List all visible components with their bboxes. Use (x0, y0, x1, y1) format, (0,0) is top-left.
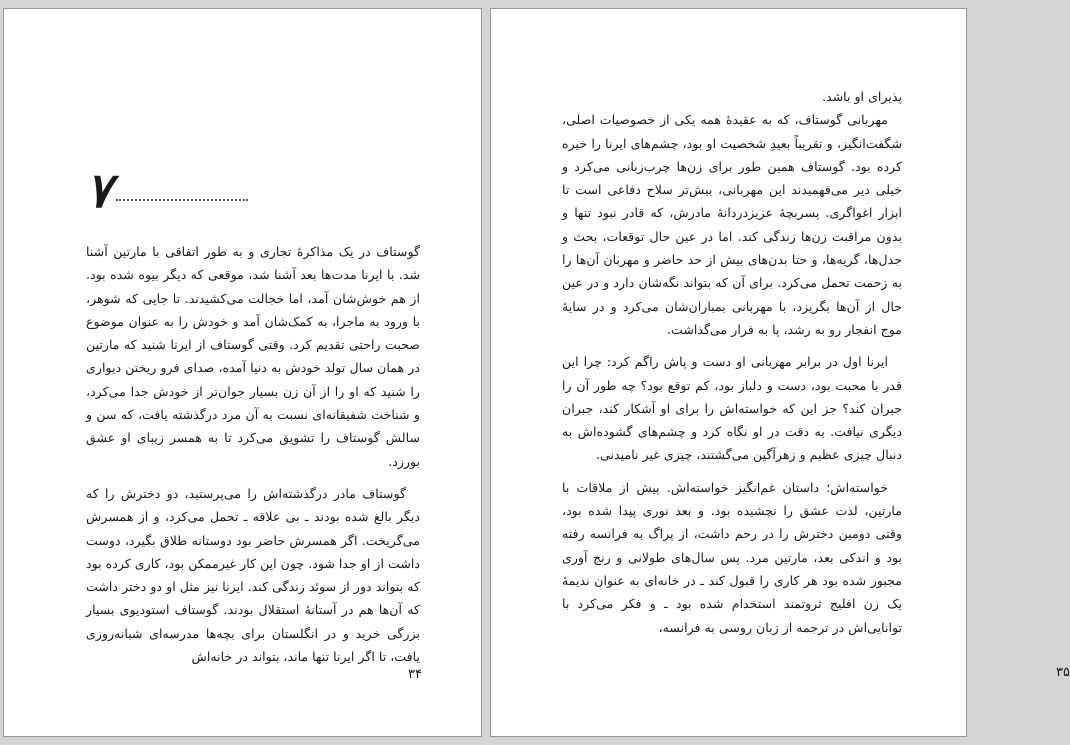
paragraph: ایرنا اول در برابر مهربانی او دست و پاش راگم کرد: چرا این قدر با محبت بود، دست و دلباز بود، کم توقع بود؟ چه طور آن را جبران کند؟ جز این که خواسته‌اش را برای او آشکار کند، جبران دیگری نیافت. به دقت در او نگاه کرد و چشم‌های گشوده‌اش به دنبال چیزی عظیم و زهرآگین می‌گشتند، چیزی غیر نامیدنی. (562, 354, 902, 463)
left-page-body (86, 240, 420, 668)
right-page (490, 8, 1070, 737)
chapter-heading (86, 163, 246, 219)
right-page-body (562, 85, 902, 639)
chapter-number: ۷ (86, 163, 112, 219)
paragraph: مهربانی گوستاف، که به عقیدهٔ همه یکی از خصوصیات اصلی، شگفت‌انگیز، و تقریباً بعیدِ شخصیت او بود، چشم‌های ایرنا را خیره کرده بود. گوستاف همین طور برای زن‌ها چرب‌زبانی می‌کرد و خیلی دیر می‌فهمیدند این مهربانی، بیش‌تر سلاح دفاعی است تا ابزار اغواگری. پسربچهٔ عزیزدردانهٔ مادرش، که قادر نبود تنها و بدون مراقبت زن‌ها زندگی کند. اما در عین حال توقعات، بحث و جدل‌ها، گریه‌ها، و حتا بدن‌های بیش از حد حاضر و مهربان آن‌ها را به زحمت تحمل می‌کرد. برای آن که بتواند نگه‌شان دارد و در عین حال از آن‌ها بگریزد، با مهربانی بمباران‌شان می‌کرد و در سایهٔ موج انفجار رو به رشد، پا به فرار می‌گذاشت. (562, 112, 902, 337)
paragraph: گوستاف مادر درگذشته‌اش را می‌پرستید، دو دخترش را که دیگر بالغ شده بودند ـ بی علاقه ـ تحمل می‌کرد، و از همسرش می‌گریخت. اگر همسرش حاضر بود دوستانه طلاق بگیرد، دوست داشت از او جدا شود. چون این کار غیرممکن بود، کاری کرده بود که بتواند دور از سوئد زندگی کند. ایرنا نیز مثل او دو دختر داشت که آن‌ها هم در آستانهٔ استقلال بودند. گوستاف استودیوی بسیار بزرگی خرید و در انگلستان برای بچه‌ها مدرسه‌ای شبانه‌روزی یافت، تا اگر ایرنا تنها ماند، بتواند در خانه‌اش (86, 485, 420, 665)
paragraph: پذیرای او باشد. (821, 89, 902, 104)
left-page-number: ۳۴ (408, 667, 422, 682)
paragraph: خواسته‌اش؛ داستان غم‌انگیز خواسته‌اش. پیش از ملاقات با مارتین، لذت عشق را نچشیده بود. و بعد نوری پیدا شده بود، وقتی دومین دخترش را در رحم داشت، از پراگ به فرانسه رفته بود و اندکی بعد، مارتین مرد. پس سال‌های طولانی و رنج آوری مجبور شده بود هر کاری را قبول کند ـ در خانه‌ای به عنوان ندیمهٔ یک زن افلیج ثروتمند استخدام شده بود ـ و فکر می‌کرد با توانایی‌اش در ترجمه از زبان روسی به فرانسه، (562, 479, 902, 635)
left-page (3, 8, 482, 737)
chapter-dotted-rule (116, 199, 248, 201)
paragraph: گوستاف در یک مذاکرهٔ تجاری و به طور اتفاقی با مارتین آشنا شد. با ایرنا مدت‌ها بعد آشنا شد، موقعی که دیگر بیوه شده بود. از هم خوش‌شان آمد، اما خجالت می‌کشیدند. تا جایی که شوهر، با ورود به ماجرا، به کمک‌شان آمد و خودش را به عنوان موضوع صحبت راحتی تقدیم کرد. وقتی گوستاف از ایرنا شنید که مارتین در همان سال تولد خودش به دنیا آمده، صدای فرو ریختن دیواری را شنید که او را از آن زن بسیار جوان‌تر از خودش جدا می‌کرد، و شناخت شفیقانه‌ای نسبت به آن مرد درگذشته یافت، که سن و سالش گوستاف را تشویق می‌کرد تا به همسر زیبای او عشق بورزد. (86, 244, 420, 469)
right-page-number: ۳۵ (1056, 665, 1070, 680)
